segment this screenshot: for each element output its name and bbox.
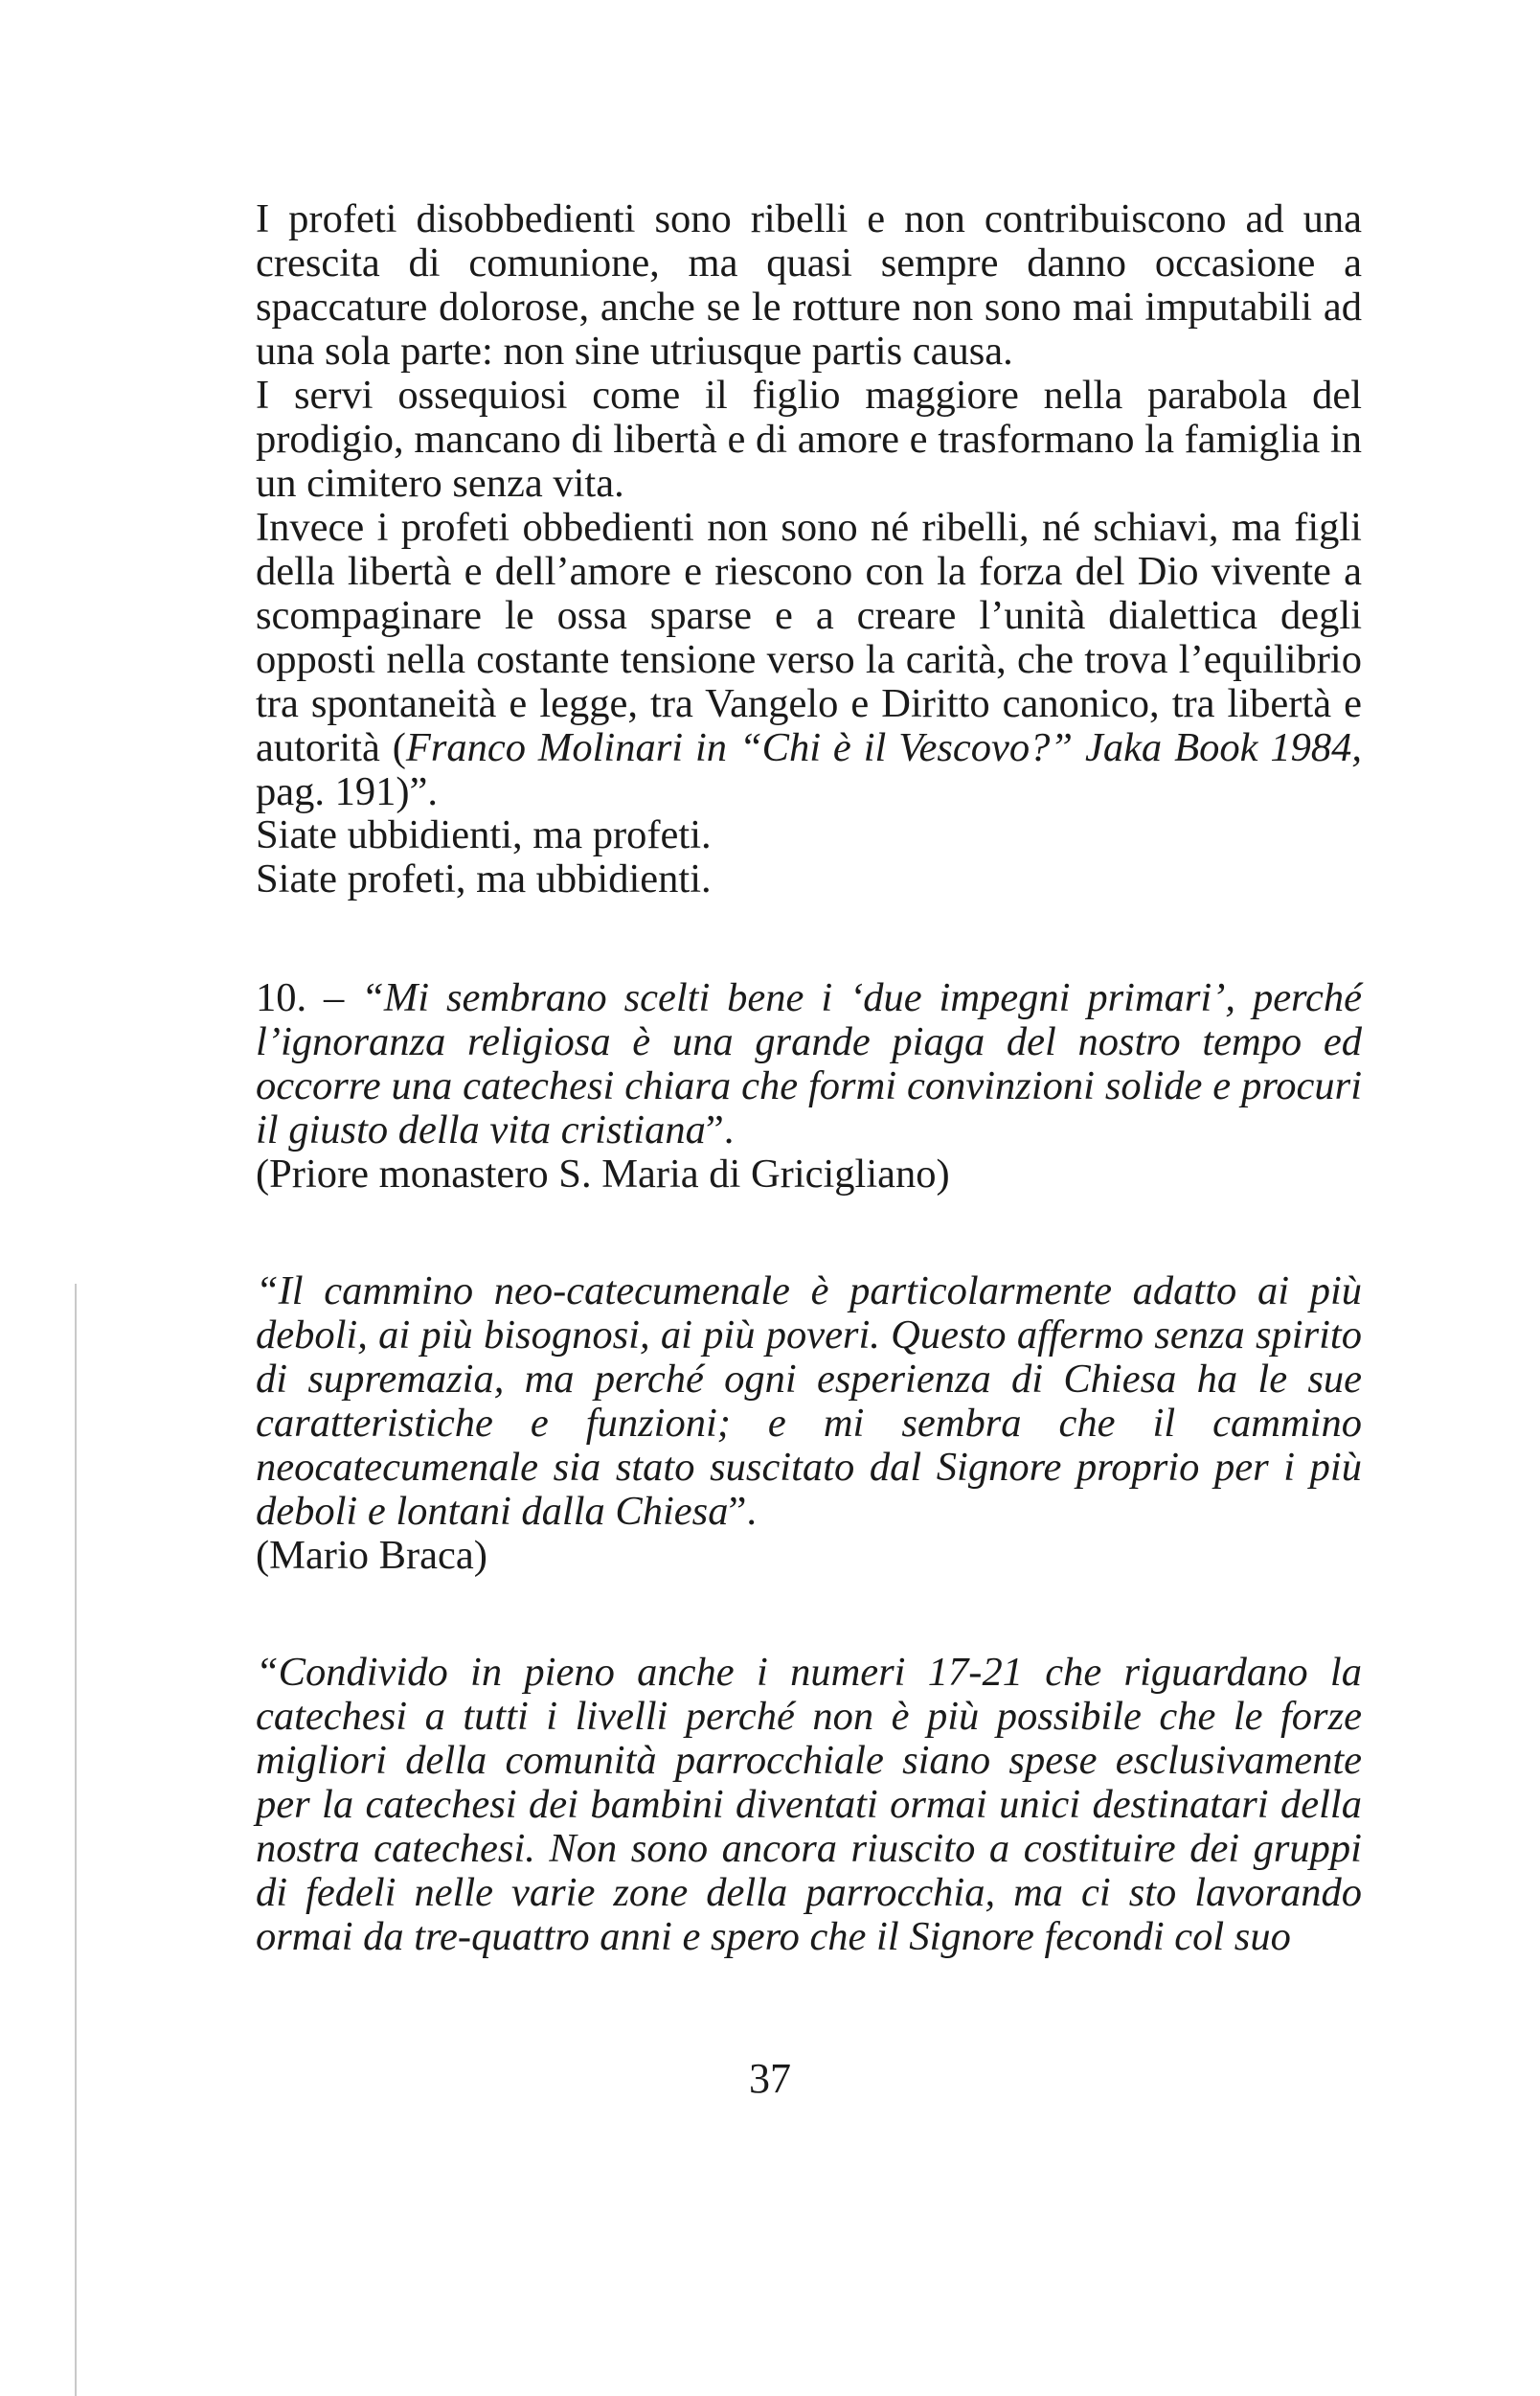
citation-source: Franco Molinari in “Chi è il Vescovo?” Jaka Book 1984, bbox=[405, 725, 1362, 770]
quote-close: ”. bbox=[705, 1107, 735, 1152]
motto-line-2: Siate profeti, ma ubbidienti. bbox=[256, 856, 712, 901]
paragraph-obedient-prophets bbox=[256, 506, 1362, 814]
item-number: 10. – bbox=[256, 975, 362, 1020]
motto-line-1: Siate ubbidienti, ma profeti. bbox=[256, 812, 712, 857]
quote-catechesis bbox=[256, 1651, 1362, 1959]
quote-mario-braca bbox=[256, 1269, 1362, 1578]
item-10-attribution: (Priore monastero S. Maria di Gricigliano) bbox=[256, 1152, 950, 1197]
quote-text: “Condivido in pieno anche i numeri 17-21 che riguardano la catechesi a tutti i livelli perché non è più possibile che le forze migliori della comunità parrocchiale siano spese esclusivamente per la catechesi dei bambini diventati ormai unici destinatari della nostra catechesi. Non sono ancora riuscito a costituire dei gruppi di fedeli nelle varie zone della parrocchia, ma ci sto lavorando ormai da tre-quattro anni e spero che il Signore fecondi col suo bbox=[256, 1650, 1362, 1959]
item-10-quote-body bbox=[256, 976, 1362, 1152]
item-10 bbox=[256, 976, 1362, 1197]
paragraph-text: I profeti disobbedienti sono ribelli e non contribuiscono ad una crescita di comunione, ma quasi sempre danno occasione a spaccature dolorose, anche se le rotture non sono mai imputabili ad una sola parte: non sine utriusque partis causa. bbox=[256, 196, 1362, 374]
quote-body bbox=[256, 1269, 1362, 1534]
page-edge-line bbox=[75, 1284, 77, 2396]
page-number: 37 bbox=[749, 2055, 791, 2102]
paragraph-servants bbox=[256, 374, 1362, 506]
quote-text: “Il cammino neo-catecumenale è particolarmente adatto ai più deboli, ai più bisognosi, ai più poveri. Questo affermo senza spirito di supremazia, ma perché ogni esperienza di Chiesa ha le sue caratteristiche e funzioni; e mi sembra che il cammino neocatecumenale sia stato suscitato dal Signore proprio per i più deboli e lontani dalla Chiesa bbox=[256, 1268, 1362, 1534]
paragraph-text: I servi ossequiosi come il figlio maggiore nella parabola del prodigio, mancano di libertà e di amore e trasformano la famiglia in un cimitero senza vita. bbox=[256, 373, 1362, 506]
quote-attribution: (Mario Braca) bbox=[256, 1533, 487, 1578]
paragraph-text: Invece i profeti obbedienti non sono né ribelli, né schiavi, ma figli della libertà e dell’amore e riescono con la forza del Dio vivente a scompaginare le ossa sparse e a creare l’unità dialettica degli opposti nella costante tensione verso la carità, che trova l’equilibrio tra spontaneità e legge, tra Vangelo e Diritto canonico, tra libertà e autorità ( bbox=[256, 505, 1362, 770]
quote-close: ”. bbox=[728, 1489, 757, 1534]
paragraph-body bbox=[256, 506, 1362, 814]
item-10-quote: “Mi sembrano scelti bene i ‘due impegni primari’, perché l’ignoranza religiosa è una grande piaga del nostro tempo ed occorre una catechesi chiara che formi convinzioni solide e procuri il giusto della vita cristiana bbox=[256, 975, 1362, 1152]
paragraph-disobedient-prophets bbox=[256, 197, 1362, 374]
citation-page: pag. 191)”. bbox=[256, 769, 439, 814]
